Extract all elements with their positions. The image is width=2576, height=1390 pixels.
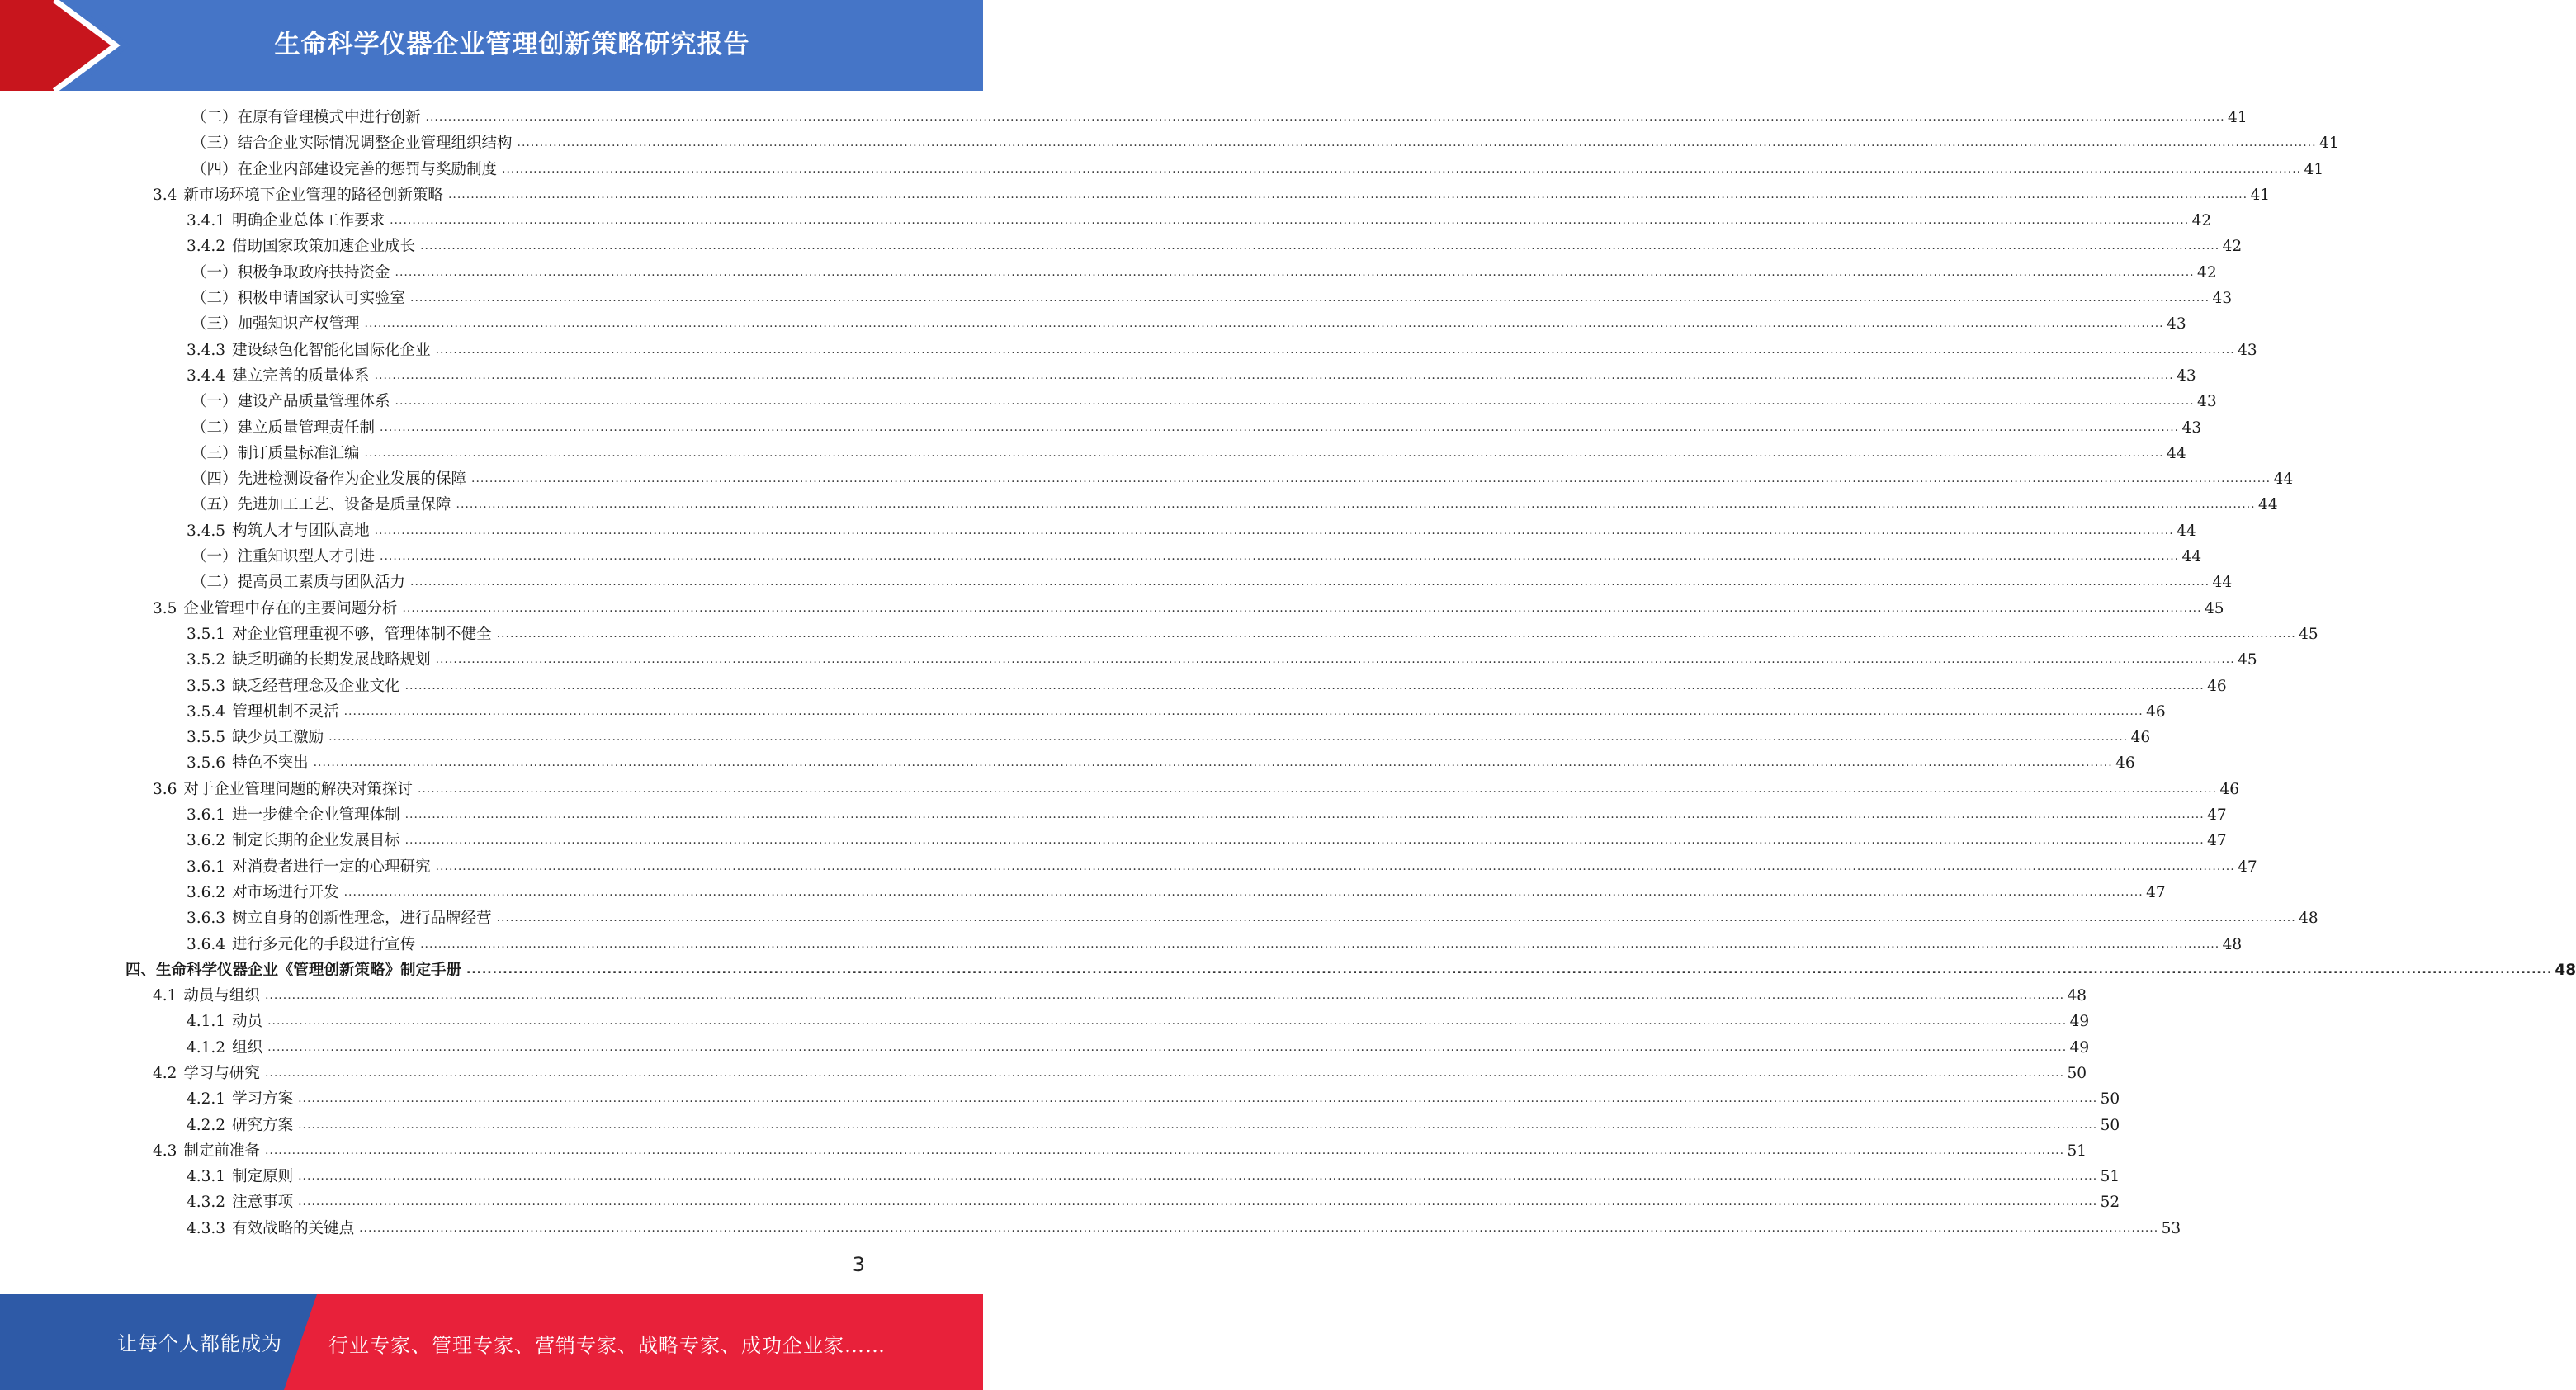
toc-dot-leader: ................................................................................................................................................................................................................................................................................................................................................................................................................	[328, 730, 2129, 745]
toc-entry-label	[153, 983, 260, 1009]
toc-entry-title: 树立自身的创新性理念，进行品牌经营	[232, 910, 492, 928]
toc-entry-number: 3.5.5	[187, 729, 226, 747]
toc-entry-number: 4.1.2	[187, 1038, 226, 1057]
toc-entry-number: 3.5.4	[187, 702, 226, 721]
toc-entry[interactable]	[0, 518, 2196, 544]
toc-entry[interactable]	[0, 570, 2233, 595]
toc-entry[interactable]	[0, 622, 2318, 647]
toc-entry-title: 明确企业总体工作要求	[232, 212, 385, 230]
toc-entry[interactable]	[0, 441, 2186, 466]
toc-entry-label	[191, 130, 513, 156]
toc-entry[interactable]	[0, 260, 2217, 286]
toc-entry[interactable]	[0, 828, 2227, 853]
toc-entry[interactable]	[0, 854, 2257, 880]
toc-dot-leader: ................................................................................................................................................................................................................................................................................................................................................................................................................	[402, 601, 2202, 615]
toc-dot-leader: ................................................................................................................................................................................................................................................................................................................................................................................................................	[410, 291, 2210, 305]
toc-entry-page: 43	[2212, 290, 2233, 308]
toc-entry-page: 45	[2238, 651, 2257, 669]
toc-entry-page: 44	[2273, 470, 2294, 489]
toc-entry-title: （一）注重知识型人才引进	[191, 548, 376, 566]
toc-dot-leader: ................................................................................................................................................................................................................................................................................................................................................................................................................	[471, 472, 2271, 486]
toc-entry-title: 对消费者进行一定的心理研究	[232, 858, 431, 876]
toc-entry-page: 44	[2167, 444, 2186, 462]
toc-entry-number: 3.6.4	[187, 935, 226, 953]
toc-entry-number: 3.6	[153, 780, 177, 798]
toc-entry-page: 51	[2100, 1168, 2120, 1186]
toc-entry-page: 45	[2299, 625, 2318, 643]
toc-entry-title: 四、生命科学仪器企业《管理创新策略》制定手册	[125, 961, 462, 979]
toc-entry-title: （四）先进检测设备作为企业发展的保障	[191, 470, 467, 489]
toc-dot-leader: ................................................................................................................................................................................................................................................................................................................................................................................................................	[435, 343, 2235, 357]
toc-entry-page: 49	[2069, 1013, 2090, 1031]
toc-entry-label	[187, 725, 324, 750]
toc-entry[interactable]	[0, 674, 2227, 699]
toc-dot-leader: ................................................................................................................................................................................................................................................................................................................................................................................................................	[380, 420, 2180, 434]
toc-dot-leader: ................................................................................................................................................................................................................................................................................................................................................................................................................	[435, 859, 2235, 873]
toc-entry[interactable]	[0, 1035, 2090, 1061]
toc-entry-title: （三）制订质量标准汇编	[191, 444, 360, 462]
toc-entry-label	[187, 932, 415, 957]
toc-entry[interactable]	[0, 234, 2243, 259]
toc-entry-label	[187, 880, 339, 905]
toc-entry-page: 43	[2197, 393, 2217, 411]
toc-entry-page: 44	[2181, 548, 2202, 566]
toc-entry-label	[187, 1009, 262, 1034]
toc-entry-label	[191, 260, 390, 286]
toc-entry-page: 48	[2299, 910, 2318, 928]
toc-entry-label	[153, 777, 413, 802]
toc-dot-leader: ................................................................................................................................................................................................................................................................................................................................................................................................................	[496, 626, 2296, 641]
toc-entry[interactable]	[0, 492, 2278, 518]
toc-entry[interactable]	[0, 699, 2166, 725]
toc-entry-page: 47	[2207, 806, 2227, 825]
toc-entry-title: （一）建设产品质量管理体系	[191, 393, 390, 411]
toc-dot-leader: ................................................................................................................................................................................................................................................................................................................................................................................................................	[517, 136, 2317, 150]
toc-dot-leader: ................................................................................................................................................................................................................................................................................................................................................................................................................	[496, 911, 2296, 925]
toc-dot-leader: ................................................................................................................................................................................................................................................................................................................................................................................................................	[425, 111, 2225, 124]
toc-entry-title: 研究方案	[232, 1116, 294, 1134]
toc-entry-label	[191, 492, 451, 518]
toc-entry-label	[187, 518, 370, 544]
toc-entry-title: 动员与组织	[183, 987, 260, 1005]
toc-entry[interactable]	[0, 1138, 2087, 1164]
toc-dot-leader: ................................................................................................................................................................................................................................................................................................................................................................................................................	[395, 395, 2195, 409]
toc-entry-title: 建设绿色化智能化国际化企业	[232, 341, 431, 359]
toc-entry-title: 构筑人才与团队高地	[232, 522, 370, 540]
toc-entry-label	[187, 699, 339, 725]
toc-entry[interactable]	[0, 647, 2257, 673]
toc-dot-leader: ................................................................................................................................................................................................................................................................................................................................................................................................................	[343, 885, 2144, 899]
toc-entry-number: 3.6.2	[187, 883, 226, 901]
toc-entry-label	[119, 957, 461, 983]
toc-entry-title: （二）在原有管理模式中进行创新	[191, 109, 421, 126]
toc-dot-leader: ................................................................................................................................................................................................................................................................................................................................................................................................................	[404, 678, 2205, 693]
toc-entry-title: 注意事项	[232, 1194, 294, 1212]
toc-dot-leader: ................................................................................................................................................................................................................................................................................................................................................................................................................	[410, 575, 2210, 589]
toc-entry[interactable]	[0, 544, 2202, 570]
toc-entry-label	[187, 234, 415, 259]
toc-entry-number: 3.6.3	[187, 910, 226, 928]
toc-entry-number: 4.2.1	[187, 1090, 226, 1109]
toc-dot-leader: ................................................................................................................................................................................................................................................................................................................................................................................................................	[264, 1143, 2065, 1157]
toc-entry-page: 50	[2100, 1116, 2120, 1134]
toc-entry-number: 4.3	[153, 1142, 177, 1160]
toc-entry-label	[187, 363, 370, 389]
toc-entry-title: 对于企业管理问题的解决对策探讨	[183, 780, 413, 798]
toc-entry[interactable]	[0, 105, 2248, 130]
toc-entry-label	[187, 828, 400, 853]
footer-slogan-right: 行业专家、管理专家、营销专家、战略专家、成功企业家……	[328, 1334, 886, 1357]
toc-entry-number: 4.3.3	[187, 1219, 226, 1237]
toc-entry-page: 41	[2228, 109, 2248, 126]
toc-dot-leader: ................................................................................................................................................................................................................................................................................................................................................................................................................	[435, 653, 2235, 667]
toc-entry[interactable]	[0, 415, 2202, 441]
toc-entry-title: 对市场进行开发	[232, 883, 339, 901]
toc-entry-title: 企业管理中存在的主要问题分析	[183, 599, 398, 617]
toc-dot-leader: ................................................................................................................................................................................................................................................................................................................................................................................................................	[298, 1195, 2098, 1209]
toc-entry-title: 建立完善的质量体系	[232, 366, 370, 385]
toc-entry-title: 管理机制不灵活	[232, 702, 339, 721]
toc-entry[interactable]	[0, 466, 2294, 492]
toc-entry-page: 46	[2115, 754, 2135, 773]
toc-entry-number: 3.5	[153, 599, 177, 617]
toc-entry-number: 3.4.3	[187, 341, 226, 359]
toc-entry-number: 3.5.2	[187, 651, 226, 669]
toc-entry[interactable]	[0, 1216, 2181, 1241]
toc-entry-title: 动员	[232, 1013, 263, 1031]
toc-entry-page: 42	[2222, 238, 2243, 256]
toc-entry-label	[191, 441, 360, 466]
toc-entry-label	[191, 389, 390, 414]
toc-entry-number: 3.5.6	[187, 754, 226, 773]
toc-entry-label	[187, 338, 431, 363]
toc-dot-leader: ................................................................................................................................................................................................................................................................................................................................................................................................................	[267, 1040, 2068, 1054]
toc-entry-page: 46	[2219, 780, 2240, 798]
toc-entry-label	[191, 286, 405, 311]
toc-entry-number: 4.2	[153, 1064, 177, 1082]
toc-dot-leader: ................................................................................................................................................................................................................................................................................................................................................................................................................	[420, 239, 2220, 253]
toc-entry-page: 41	[2250, 186, 2271, 204]
toc-entry-title: 特色不突出	[232, 754, 309, 773]
toc-entry-title: 制定原则	[232, 1168, 294, 1186]
toc-entry-page: 44	[2177, 522, 2196, 540]
toc-entry-page: 48	[2555, 961, 2576, 979]
toc-entry-page: 53	[2161, 1219, 2181, 1237]
toc-entry-title: 制定前准备	[183, 1142, 260, 1160]
toc-entry-label	[187, 1035, 262, 1061]
toc-dot-leader: ................................................................................................................................................................................................................................................................................................................................................................................................................	[374, 523, 2174, 537]
toc-entry-page: 42	[2191, 212, 2212, 230]
toc-entry-label	[187, 208, 385, 234]
toc-entry-number: 3.4.2	[187, 238, 226, 256]
toc-entry-title: 借助国家政策加速企业成长	[232, 238, 416, 256]
toc-entry-page: 43	[2177, 366, 2196, 385]
toc-entry-number: 3.4.5	[187, 522, 226, 540]
toc-entry-number: 4.1.1	[187, 1013, 226, 1031]
toc-entry[interactable]	[0, 1086, 2120, 1112]
toc-entry-number: 4.3.1	[187, 1168, 226, 1186]
toc-entry-number: 4.1	[153, 987, 177, 1005]
toc-entry-number: 3.6.1	[187, 858, 226, 876]
toc-entry-label	[187, 750, 309, 776]
toc-dot-leader: ................................................................................................................................................................................................................................................................................................................................................................................................................	[404, 808, 2205, 822]
toc-entry-page: 50	[2067, 1064, 2087, 1082]
toc-entry-title: 对企业管理重视不够，管理体制不健全	[232, 625, 492, 643]
toc-entry[interactable]	[0, 750, 2135, 776]
toc-entry[interactable]	[0, 157, 2324, 182]
footer-slogan-left: 让每个人都能成为	[117, 1332, 282, 1355]
toc-entry-page: 41	[2304, 160, 2324, 178]
toc-entry-label	[187, 905, 492, 931]
toc-entry[interactable]	[0, 777, 2240, 802]
toc-entry-label	[191, 105, 421, 130]
toc-dot-leader: ................................................................................................................................................................................................................................................................................................................................................................................................................	[395, 265, 2195, 279]
toc-entry[interactable]	[0, 208, 2212, 234]
toc-entry[interactable]	[0, 338, 2257, 363]
toc-entry-number: 3.6.2	[187, 832, 226, 850]
toc-entry-page: 41	[2319, 135, 2339, 153]
toc-entry-page: 44	[2212, 574, 2233, 592]
toc-entry-title: 新市场环境下企业管理的路径创新策略	[183, 186, 443, 204]
toc-entry-page: 46	[2146, 702, 2166, 721]
toc-entry-title: 进一步健全企业管理体制	[232, 806, 400, 825]
toc-dot-leader: ................................................................................................................................................................................................................................................................................................................................................................................................................	[364, 317, 2164, 331]
table-of-contents	[0, 105, 2576, 1241]
toc-entry-label	[153, 596, 397, 622]
toc-entry-page: 52	[2100, 1194, 2120, 1212]
toc-entry-label	[191, 466, 466, 492]
toc-entry-label	[187, 674, 400, 699]
toc-entry-page: 47	[2238, 858, 2257, 876]
toc-entry[interactable]	[0, 880, 2166, 905]
toc-dot-leader: ................................................................................................................................................................................................................................................................................................................................................................................................................	[420, 937, 2220, 951]
toc-entry-label	[187, 622, 492, 647]
toc-entry-page: 48	[2222, 935, 2243, 953]
toc-dot-leader: ................................................................................................................................................................................................................................................................................................................................................................................................................	[264, 989, 2065, 1003]
toc-dot-leader: ................................................................................................................................................................................................................................................................................................................................................................................................................	[466, 962, 2553, 976]
page-footer	[0, 1294, 983, 1390]
toc-dot-leader: ................................................................................................................................................................................................................................................................................................................................................................................................................	[502, 162, 2302, 176]
toc-entry[interactable]	[0, 802, 2227, 828]
page-number: 3	[852, 1253, 865, 1276]
toc-entry[interactable]	[0, 1164, 2120, 1189]
toc-entry-title: （二）积极申请国家认可实验室	[191, 290, 406, 308]
toc-dot-leader: ................................................................................................................................................................................................................................................................................................................................................................................................................	[359, 1221, 2159, 1235]
toc-entry-title: （三）结合企业实际情况调整企业管理组织结构	[191, 135, 513, 153]
toc-entry-title: 组织	[232, 1038, 263, 1057]
toc-dot-leader: ................................................................................................................................................................................................................................................................................................................................................................................................................	[380, 550, 2180, 564]
toc-entry-title: 有效战略的关键点	[232, 1219, 355, 1237]
toc-entry[interactable]	[0, 182, 2271, 208]
toc-entry-title: （二）建立质量管理责任制	[191, 418, 376, 437]
toc-dot-leader: ................................................................................................................................................................................................................................................................................................................................................................................................................	[456, 498, 2256, 512]
toc-entry-page: 44	[2258, 496, 2278, 514]
toc-entry[interactable]	[0, 130, 2339, 156]
toc-entry-label	[153, 1061, 260, 1086]
toc-entry-title: 学习与研究	[183, 1064, 260, 1082]
toc-dot-leader: ................................................................................................................................................................................................................................................................................................................................................................................................................	[298, 1092, 2098, 1106]
toc-entry[interactable]	[0, 311, 2186, 337]
toc-entry-title: （一）积极争取政府扶持资金	[191, 263, 390, 281]
toc-entry[interactable]	[0, 1009, 2090, 1034]
toc-entry-title: （二）提高员工素质与团队活力	[191, 574, 406, 592]
toc-entry[interactable]	[0, 363, 2196, 389]
toc-entry-page: 47	[2207, 832, 2227, 850]
toc-entry[interactable]	[0, 596, 2224, 622]
toc-entry-label	[191, 415, 375, 441]
toc-dot-leader: ................................................................................................................................................................................................................................................................................................................................................................................................................	[267, 1014, 2068, 1028]
toc-entry-number: 3.5.1	[187, 625, 226, 643]
toc-entry-number: 3.6.1	[187, 806, 226, 825]
toc-entry[interactable]	[0, 957, 2576, 983]
page-header	[0, 0, 983, 91]
toc-entry-title: （五）先进加工工艺、设备是质量保障	[191, 496, 451, 514]
toc-entry-label	[187, 1086, 293, 1112]
toc-dot-leader: ................................................................................................................................................................................................................................................................................................................................................................................................................	[343, 704, 2144, 718]
toc-entry[interactable]	[0, 932, 2243, 957]
toc-entry-number: 3.4	[153, 186, 177, 204]
toc-entry-page: 46	[2130, 729, 2151, 747]
toc-entry-label	[187, 1164, 293, 1189]
toc-entry[interactable]	[0, 286, 2233, 311]
toc-entry-page: 46	[2207, 677, 2227, 695]
toc-entry-title: 缺乏经营理念及企业文化	[232, 677, 400, 695]
toc-entry[interactable]	[0, 983, 2087, 1009]
report-title: 生命科学仪器企业管理创新策略研究报告	[274, 30, 750, 59]
toc-entry-label	[191, 157, 497, 182]
toc-entry[interactable]	[0, 1189, 2120, 1215]
toc-entry[interactable]	[0, 905, 2318, 931]
toc-entry-label	[187, 802, 400, 828]
toc-entry-label	[187, 854, 431, 880]
toc-entry-label	[187, 647, 431, 673]
toc-entry[interactable]	[0, 1061, 2087, 1086]
toc-dot-leader: ................................................................................................................................................................................................................................................................................................................................................................................................................	[298, 1118, 2098, 1132]
toc-entry-title: （三）加强知识产权管理	[191, 315, 360, 333]
toc-entry-page: 43	[2181, 418, 2202, 437]
toc-entry-title: 缺乏明确的长期发展战略规划	[232, 651, 431, 669]
toc-entry-page: 42	[2197, 263, 2217, 281]
toc-dot-leader: ................................................................................................................................................................................................................................................................................................................................................................................................................	[447, 187, 2248, 201]
toc-entry-label	[153, 1138, 260, 1164]
toc-entry-label	[191, 544, 375, 570]
toc-entry-page: 48	[2067, 987, 2087, 1005]
toc-entry-label	[187, 1189, 293, 1215]
toc-entry-label	[153, 182, 443, 208]
toc-entry-page: 49	[2069, 1038, 2090, 1057]
toc-entry-page: 43	[2238, 341, 2257, 359]
toc-entry-title: 学习方案	[232, 1090, 294, 1109]
toc-entry-label	[191, 570, 405, 595]
toc-entry-number: 3.4.4	[187, 366, 226, 385]
toc-entry-label	[191, 311, 360, 337]
toc-dot-leader: ................................................................................................................................................................................................................................................................................................................................................................................................................	[417, 782, 2218, 796]
toc-entry-number: 4.3.2	[187, 1194, 226, 1212]
toc-entry-page: 43	[2167, 315, 2186, 333]
toc-entry[interactable]	[0, 1113, 2120, 1138]
toc-dot-leader: ................................................................................................................................................................................................................................................................................................................................................................................................................	[264, 1066, 2065, 1080]
toc-entry-number: 4.2.2	[187, 1116, 226, 1134]
toc-entry-page: 50	[2100, 1090, 2120, 1109]
toc-entry-title: （四）在企业内部建设完善的惩罚与奖励制度	[191, 160, 498, 178]
toc-entry-label	[187, 1216, 354, 1241]
toc-dot-leader: ................................................................................................................................................................................................................................................................................................................................................................................................................	[298, 1170, 2098, 1184]
toc-entry-title: 进行多元化的手段进行宣传	[232, 935, 416, 953]
toc-entry-number: 3.4.1	[187, 212, 226, 230]
toc-entry-number: 3.5.3	[187, 677, 226, 695]
toc-dot-leader: ................................................................................................................................................................................................................................................................................................................................................................................................................	[404, 834, 2205, 848]
toc-entry-title: 缺少员工激励	[232, 729, 324, 747]
toc-dot-leader: ................................................................................................................................................................................................................................................................................................................................................................................................................	[364, 446, 2164, 460]
toc-dot-leader: ................................................................................................................................................................................................................................................................................................................................................................................................................	[313, 756, 2113, 770]
toc-dot-leader: ................................................................................................................................................................................................................................................................................................................................................................................................................	[374, 368, 2174, 382]
toc-entry-label	[187, 1113, 293, 1138]
toc-entry-page: 47	[2146, 883, 2166, 901]
toc-entry-title: 制定长期的企业发展目标	[232, 832, 400, 850]
toc-entry[interactable]	[0, 389, 2217, 414]
toc-entry[interactable]	[0, 725, 2151, 750]
toc-entry-page: 51	[2067, 1142, 2087, 1160]
toc-dot-leader: ................................................................................................................................................................................................................................................................................................................................................................................................................	[390, 214, 2190, 228]
toc-entry-page: 45	[2204, 599, 2224, 617]
